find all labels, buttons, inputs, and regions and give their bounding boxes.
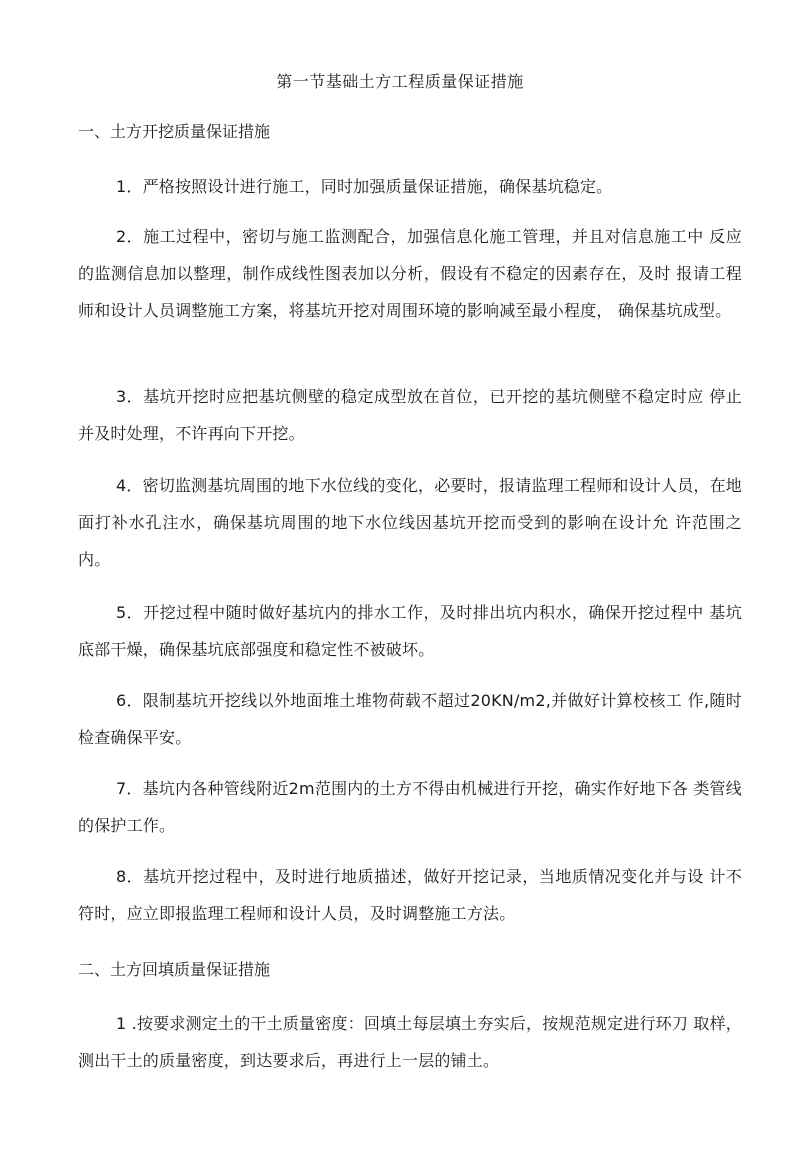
paragraph-2: 2．施工过程中，密切与施工监测配合，加强信息化施工管理，并且对信息施工中 反应的监测信息加以整理，制作成线性图表加以分析，假设有不稳定的因素存在，及时 报请工程师和设计人员调整施工方案，将基坑开挖对周围环境的影响减至最小程度， 确保基坑成型。 <box>78 227 742 320</box>
section-heading-backfill: 二、土方回填质量保证措施 <box>78 960 271 979</box>
paragraph-7: 7．基坑内各种管线附近2m范围内的土方不得由机械进行开挖，确实作好地下各 类管线的保护工作。 <box>78 779 742 835</box>
paragraph-6: 6．限制基坑开挖线以外地面堆土堆物荷载不超过20KN/m2,并做好计算校核工 作,随时检查确保平安。 <box>78 691 742 747</box>
paragraph-5: 5．开挖过程中随时做好基坑内的排水工作，及时排出坑内积水，确保开挖过程中 基坑底部干燥，确保基坑底部强度和稳定性不被破坏。 <box>78 603 742 659</box>
paragraph-8: 8．基坑开挖过程中，及时进行地质描述，做好开挖记录，当地质情况变化并与设 计不符时，应立即报监理工程师和设计人员，及时调整施工方法。 <box>78 867 742 923</box>
section-heading-excavation: 一、土方开挖质量保证措施 <box>78 122 271 141</box>
document-title: 第一节基础土方工程质量保证措施 <box>276 72 524 91</box>
paragraph-backfill-1: 1 .按要求测定土的干土质量密度：回填土每层填土夯实后，按规范规定进行环刀 取样，测出干土的质量密度，到达要求后，再进行上一层的铺土。 <box>78 1014 742 1070</box>
paragraph-3: 3．基坑开挖时应把基坑侧壁的稳定成型放在首位，已开挖的基坑侧壁不稳定时应 停止并及时处理，不许再向下开挖。 <box>78 387 742 443</box>
paragraph-1: 1．严格按照设计进行施工，同时加强质量保证措施，确保基坑稳定。 <box>116 177 613 196</box>
paragraph-4: 4．密切监测基坑周围的地下水位线的变化，必要时，报请监理工程师和设计人员，在地面打补水孔注水，确保基坑周围的地下水位线因基坑开挖而受到的影响在设计允 许范围之内。 <box>78 476 742 569</box>
